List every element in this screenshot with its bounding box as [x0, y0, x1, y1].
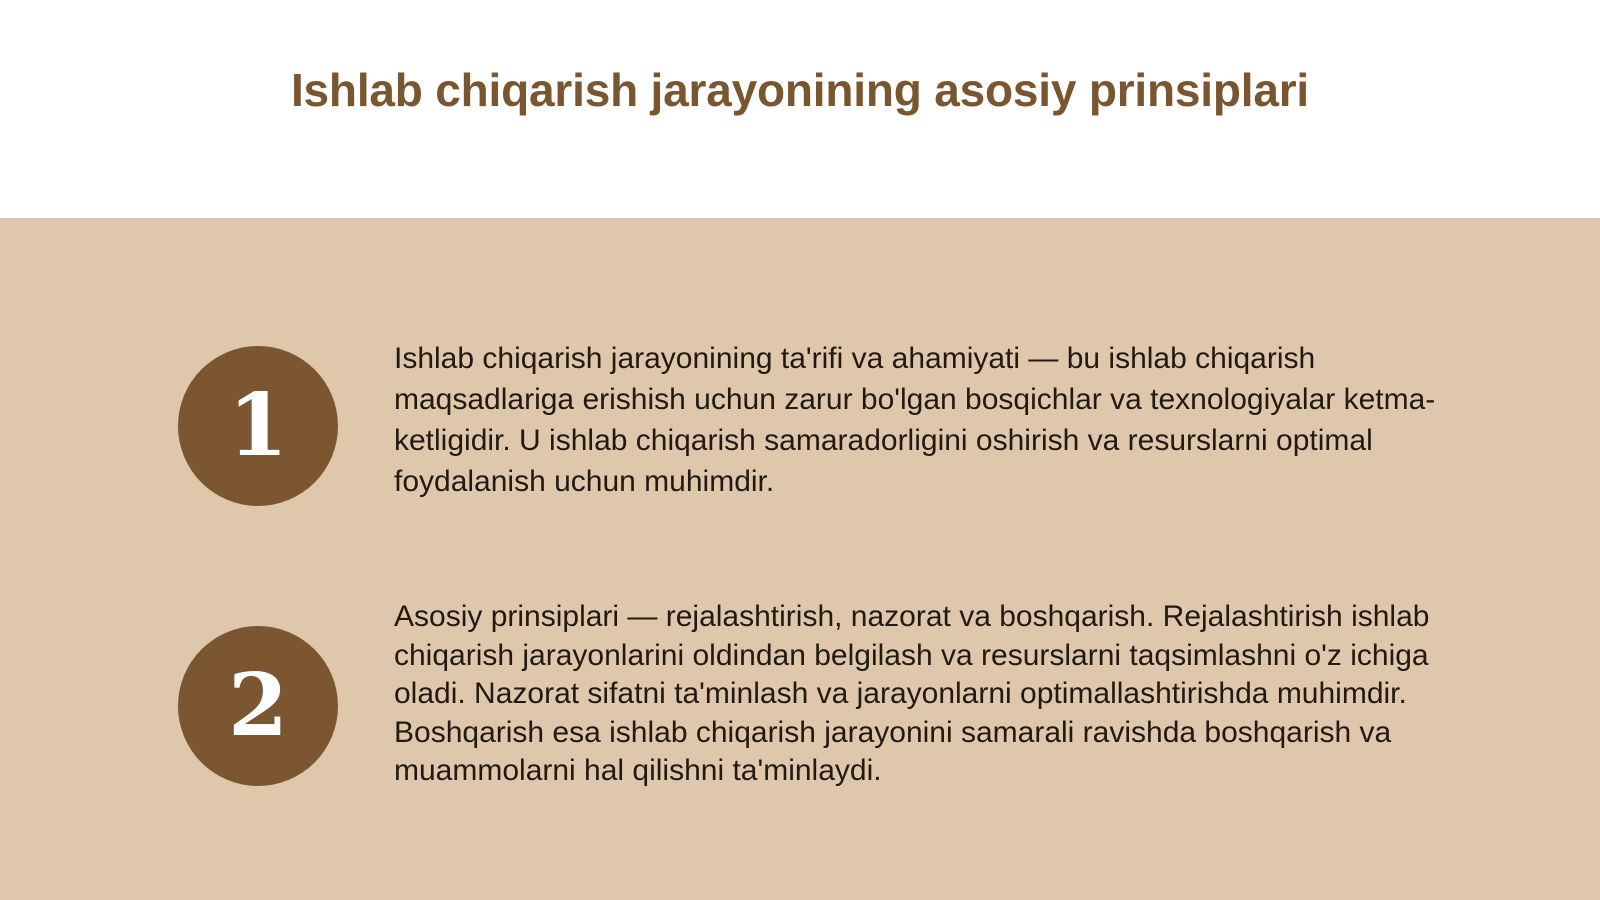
- slide-title: Ishlab chiqarish jarayonining asosiy prinsiplari: [290, 64, 1310, 116]
- slide-header: [0, 0, 1600, 218]
- number-badge-2: 2: [178, 626, 338, 786]
- number-badge-1: 1: [178, 346, 338, 506]
- principle-text-1: Ishlab chiqarish jarayonining ta'rifi va ahamiyati — bu ishlab chiqarish maqsadlariga erishish uchun zarur bo'lgan bosqichlar va texnologiyalar ketma-ketligidir. U ishlab chiqarish samaradorligini oshirish va resurslarni optimal foydalanish uchun muhimdir.: [394, 342, 1436, 498]
- content-panel: [0, 218, 1600, 900]
- principle-text-2: Asosiy prinsiplari — rejalashtirish, nazorat va boshqarish. Rejalashtirish ishlab chiqarish jarayonlarini oldindan belgilash va resurslarni taqsimlashni o'z ichiga oladi. Nazorat sifatni ta'minlash va jarayonlarni optimallashtirishda muhimdir. Boshqarish esa ishlab chiqarish jarayonini samarali ravishda boshqarish va muammolarni hal qilishni ta'minlaydi.: [394, 600, 1430, 787]
